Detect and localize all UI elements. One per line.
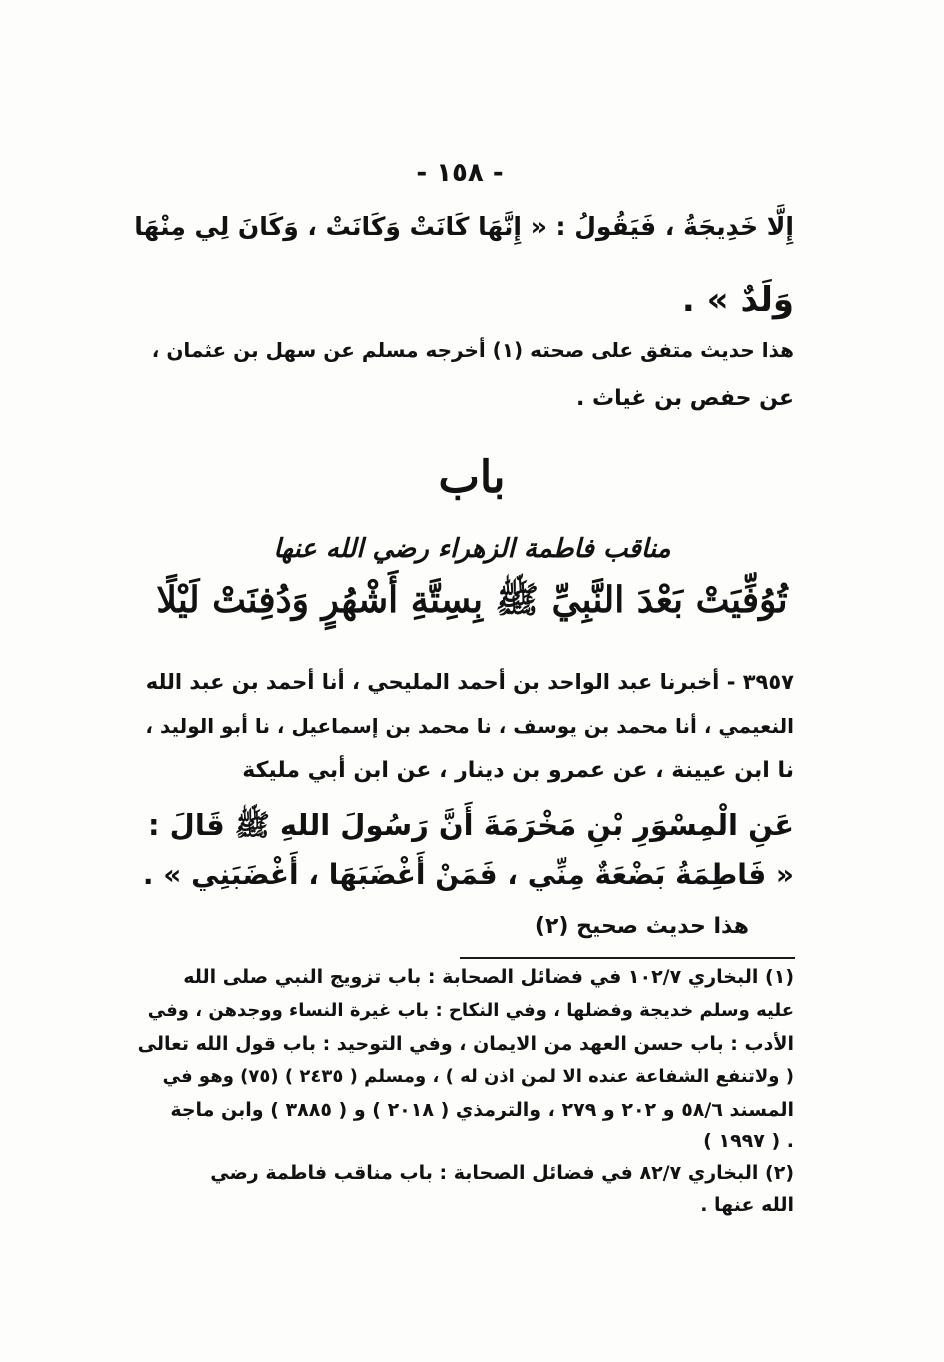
hadith-text-line: إِلَّا خَدِيجَةُ ، فَيَقُولُ : « إِنَّهَا كَانَتْ وَكَانَتْ ، وَكَانَ لِي مِنْهَا [134,212,794,241]
matn-line: « فَاطِمَةُ بَضْعَةٌ مِنِّي ، فَمَنْ أَغْضَبَهَا ، أَغْضَبَنِي » . [142,858,794,891]
footnote-line: ( ولاتنفع الشفاعة عنده الا لمن اذن له ) ، ومسلم ( ٢٤٣٥ ) (٧٥) وهو في [162,1066,794,1087]
footnote-line: الأدب : باب حسن العهد من الايمان ، وفي التوحيد : باب قول الله تعالى [137,1033,794,1055]
hadith-text-line: وَلَدٌ » . [681,280,794,320]
footnote-line: المسند ٥٨/٦ و ٢٠٢ و ٢٧٩ ، والترمذي ( ٢٠١٨ ) و ( ٣٨٨٥ ) وابن ماجة [170,1099,794,1121]
isnad-line: نا ابن عيينة ، عن عمرو بن دينار ، عن ابن أبي مليكة [242,758,794,783]
footnote-line: (١) البخاري ١٠٢/٧ في فضائل الصحابة : باب تزويج النبي صلى الله [183,966,794,988]
hadith-note-line: عن حفص بن غياث . [576,386,794,411]
page-number: - ١٥٨ - [416,158,504,188]
footnote-line: الله عنها . [700,1194,794,1216]
matn-line: عَنِ الْمِسْوَرِ بْنِ مَخْرَمَةَ أَنَّ رَسُولَ اللهِ ﷺ قَالَ : [147,808,794,842]
chapter-heading: باب [438,452,506,503]
footnote-divider [460,957,795,959]
footnote-line: (٢) البخاري ٨٢/٧ في فضائل الصحابة : باب مناقب فاطمة رضي [210,1162,794,1184]
isnad-line: النعيمي ، أنا محمد بن يوسف ، نا محمد بن إسماعيل ، نا أبو الوليد ، [145,714,794,738]
hadith-grade: هذا حديث صحيح (٢) [534,914,749,939]
isnad-line: ٣٩٥٧ - أخبرنا عبد الواحد بن أحمد المليحي ، أنا أحمد بن عبد الله [145,670,794,694]
chapter-subtitle-detail: تُوُفِّيَتْ بَعْدَ النَّبِيِّ ﷺ بِسِتَّةِ أَشْهُرٍ وَدُفِنَتْ لَيْلًا [156,579,788,621]
chapter-subtitle: مناقب فاطمة الزهراء رضي الله عنها [273,534,671,564]
footnote-line: عليه وسلم خديجة وفضلها ، وفي النكاح : باب غيرة النساء ووجدهن ، وفي [147,1000,794,1021]
hadith-note-line: هذا حديث متفق على صحته (١) أخرجه مسلم عن سهل بن عثمان ، [151,338,794,362]
footnote-line: ( ١٩٩٧ ) . [703,1130,794,1152]
